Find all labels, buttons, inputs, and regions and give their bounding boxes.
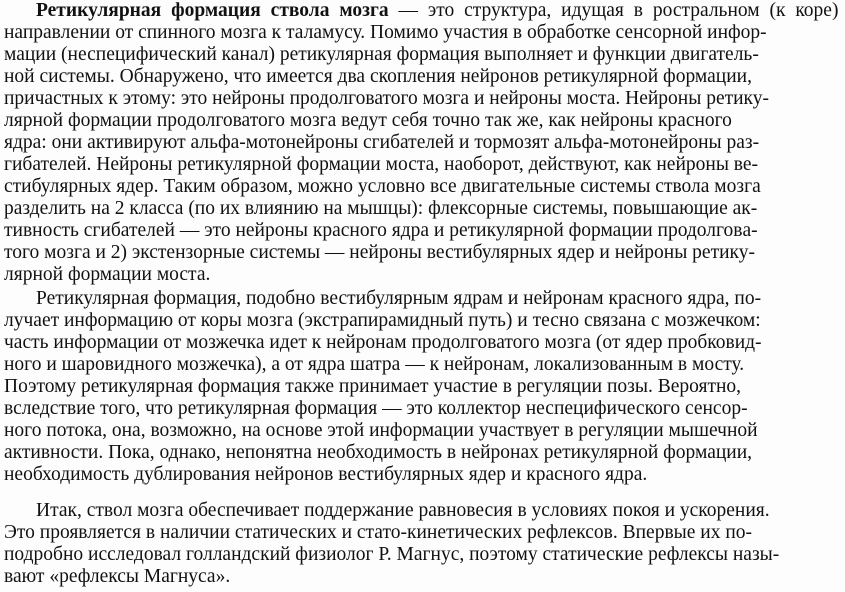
paragraph-2-line-4: ного и шаровидного мозжечка), а от ядра шатра — к нейронам, локализованным в мосту. <box>4 354 745 375</box>
paragraph-2-line-5: Поэтому ретикулярная формация также принимает участие в регуляции позы. Вероятно, <box>4 376 742 397</box>
paragraph-2-line-1: Ретикулярная формация, подобно вестибулярным ядрам и нейронам красного ядра, по- <box>36 288 762 309</box>
paragraph-2-line-7: ного потока, она, возможно, на основе этой информации участвует в регуляции мышечной <box>4 420 758 441</box>
paragraph-3-line-1: Итак, ствол мозга обеспечивает поддержание равновесия в условиях покоя и ускорения. <box>36 500 770 521</box>
paragraph-1-line-3: мации (неспецифический канал) ретикулярная формация выполняет и функции двигатель- <box>4 44 759 65</box>
bold-term: Ретикулярная формация ствола мозга <box>36 0 389 21</box>
paragraph-3-line-4: вают «рефлексы Магнуса». <box>4 566 231 587</box>
paragraph-1-line-13: лярной формации моста. <box>4 264 211 285</box>
paragraph-1-line-11: тивность сгибателей — это нейроны красного ядра и ретикулярной формации продолговa- <box>4 220 758 241</box>
paragraph-1-line-12: того мозга и 2) экстензорные системы — нейроны вестибулярных ядер и нейроны ретику- <box>4 242 755 263</box>
paragraph-2-line-3: часть информации от мозжечка идет к нейронам продолговатого мозга (от ядер пробковид- <box>4 332 762 353</box>
line-text: — это структура, идущая в ростральном (к коре) <box>388 0 839 21</box>
paragraph-1-line-10: разделить на 2 класса (по их влиянию на мышцы): флексорные системы, повышающие ак- <box>4 198 758 219</box>
paragraph-1-line-5: причастных к этому: это нейроны продолговатого мозга и нейроны моста. Нейроны ретику- <box>4 88 769 109</box>
paragraph-2-line-2: лучает информацию от коры мозга (экстрапирамидный путь) и тесно связана с мозжечком: <box>4 310 761 331</box>
paragraph-2-line-9: необходимость дублирования нейронов вестибулярных ядер и красного ядра. <box>4 464 648 485</box>
paragraph-1-line-2: направлении от спинного мозга к таламусу. Помимо участия в обработке сенсорной инфор- <box>4 22 767 43</box>
paragraph-2-line-6: вследствие того, что ретикулярная формация — это коллектор неспецифического сенсор- <box>4 398 748 419</box>
paragraph-3-line-3: подробно исследовал голландский физиолог Р. Магнус, поэтому статические рефлексы назы- <box>4 544 780 565</box>
paragraph-1-line-7: ядра: они активируют альфа-мотонейроны сгибателей и тормозят альфа-мотонейроны раз- <box>4 132 760 153</box>
paragraph-1-line-6: лярной формации продолговатого мозга ведут себя точно так же, как нейроны красного <box>4 110 732 131</box>
paragraph-1-line-1 <box>36 0 838 22</box>
paragraph-2-line-8: активности. Пока, однако, непонятна необходимость в нейронах ретикулярной формации, <box>4 442 753 463</box>
paragraph-1-line-4: ной системы. Обнаружено, что имеется два скопления нейронов ретикулярной формации, <box>4 66 752 87</box>
paragraph-3-line-2: Это проявляется в наличии статических и стато-кинетических рефлексов. Впервые их по- <box>4 522 753 543</box>
paragraph-1-line-9: стибулярных ядер. Таким образом, можно условно все двигательные системы ствола мозга <box>4 176 761 197</box>
paragraph-1-line-8: гибателей. Нейроны ретикулярной формации моста, наоборот, действуют, как нейроны ве- <box>4 154 759 175</box>
